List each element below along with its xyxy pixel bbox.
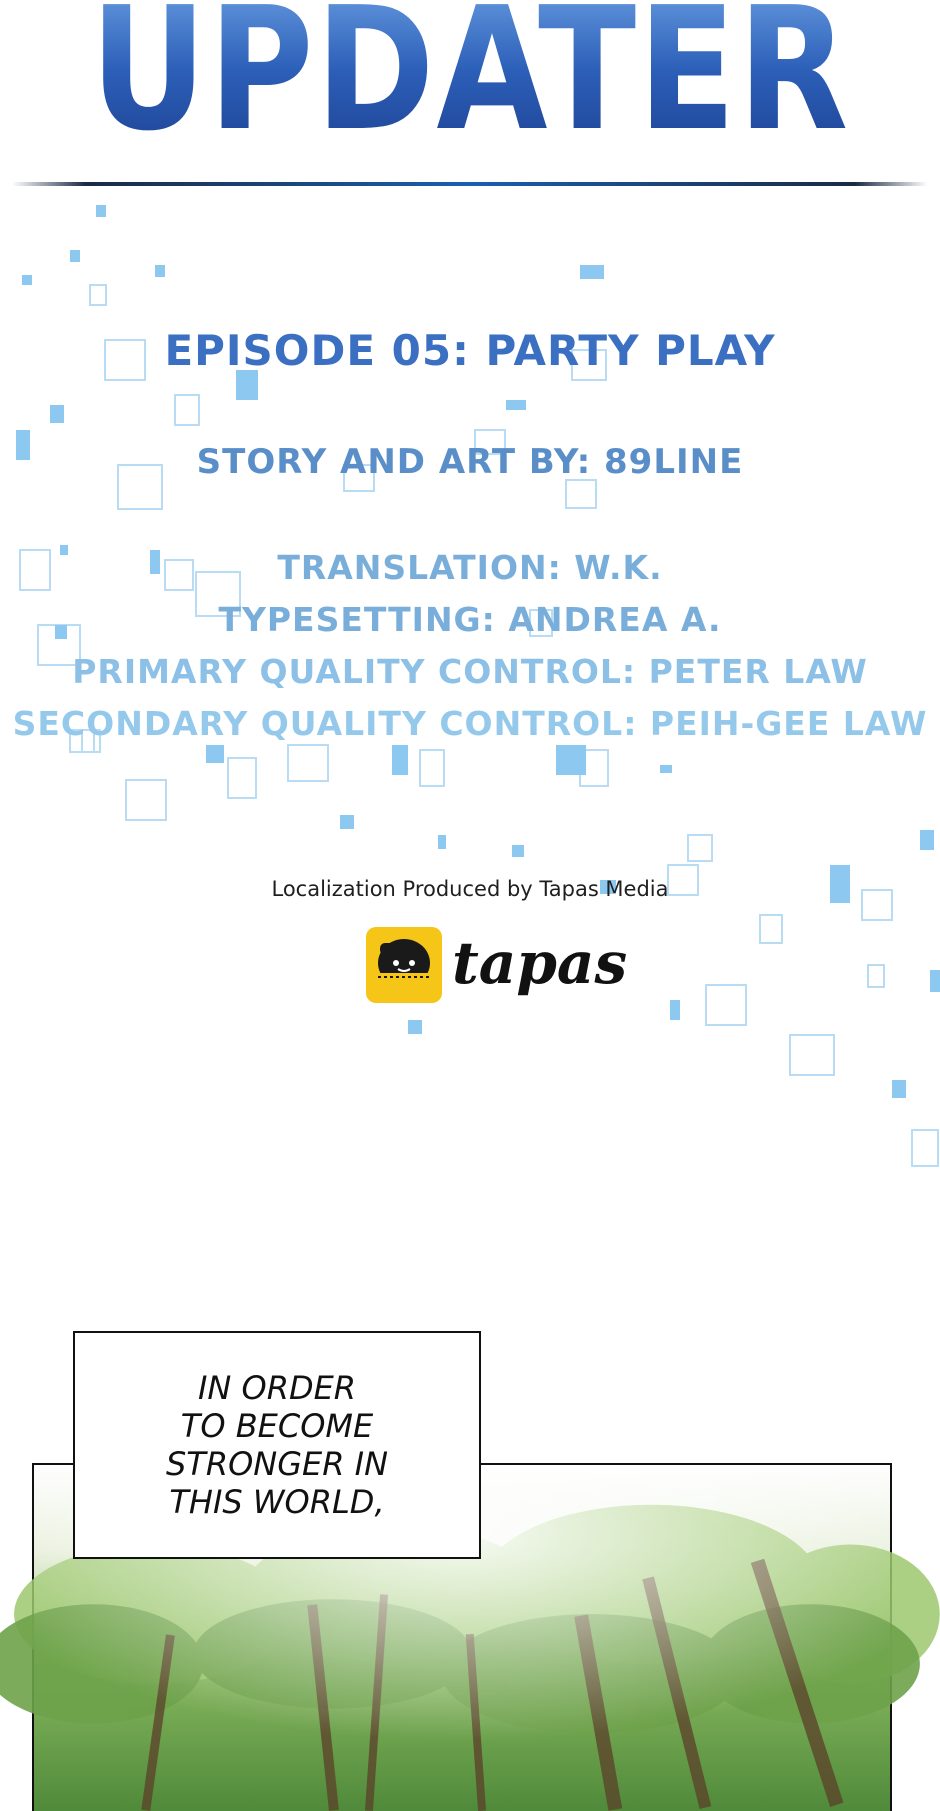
typesetting-credit: TYPESETTING: ANDREA A. [218,600,722,639]
title-divider [12,182,928,186]
primary-qc-credit: PRIMARY QUALITY CONTROL: PETER LAW [72,652,868,691]
tapas-wordmark: tapas [452,929,628,997]
story-art-credit: STORY AND ART BY: 89LINE [196,442,744,482]
tapas-logo [366,925,666,1005]
series-logo-text: UPDATER [90,0,850,169]
caption-text: IN ORDER TO BECOME STRONGER IN THIS WORLD, [165,1369,388,1521]
series-logo [60,0,880,169]
episode-title: EPISODE 05: PARTY PLAY [164,326,776,375]
secondary-qc-credit: SECONDARY QUALITY CONTROL: PEIH-GEE LAW [12,704,928,743]
localization-credit: Localization Produced by Tapas Media [271,877,669,901]
translation-credit: TRANSLATION: W.K. [277,548,663,587]
caption-box [73,1331,481,1559]
